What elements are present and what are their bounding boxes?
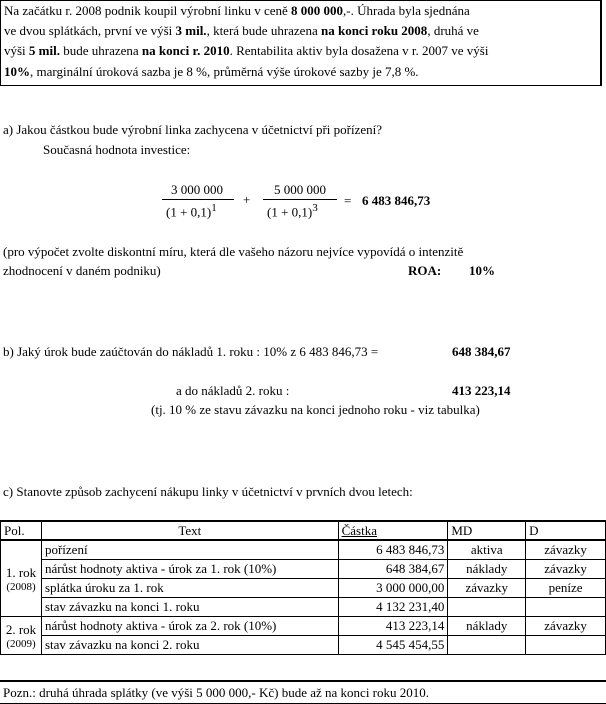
row-text: pořízení xyxy=(41,540,338,560)
footnote-text: Pozn.: druhá úhrada splátky (ve výši 5 000 000,- Kč) bude až na konci roku 2010. xyxy=(3,685,430,700)
plus-sign: + xyxy=(243,192,251,207)
row-amount: 3 000 000,00 xyxy=(338,579,448,598)
row-d xyxy=(526,636,606,655)
table-row xyxy=(1,636,606,655)
table-row xyxy=(1,540,606,560)
discount-note-line-1: (pro výpočet zvolte diskontní míru, která dle vašeho názoru nejvíce vypovídá o intenzitě xyxy=(3,244,464,259)
row-d: závazky xyxy=(526,540,606,560)
intro-line-1: Na začátku r. 2008 podnik koupil výrobní linku v ceně 8 000 000,-. Úhrada byla sjednána xyxy=(4,3,470,18)
table-row xyxy=(1,598,606,617)
fraction-1-denominator: $(1 + 0,1)^1$ xyxy=(166,202,217,220)
row-md: aktiva xyxy=(448,540,526,560)
row-amount: 4 132 231,40 xyxy=(338,598,448,617)
question-a-text: a) Jakou částkou bude výrobní linka zachycena v účetnictví při pořízení? xyxy=(3,122,383,137)
question-b-text: b) Jaký úrok bude zaúčtován do nákladů 1. roku : 10% z 6 483 846,73 = xyxy=(3,344,379,359)
footnote-box xyxy=(0,680,606,704)
interest-year-2: 413 223,14 xyxy=(452,383,511,398)
question-b-text-2: a do nákladů 2. roku : xyxy=(176,383,290,398)
row-text: nárůst hodnoty aktiva - úrok za 1. rok (10%) xyxy=(41,560,338,579)
table-row xyxy=(1,617,606,636)
row-d: závazky xyxy=(526,617,606,636)
row-amount: 4 545 454,55 xyxy=(338,636,448,655)
discount-note-line-2: zhodnocení v daném podniku) xyxy=(3,263,161,278)
question-c-text: c) Stanovte způsob zachycení nákupu linky v účetnictví v prvních dvou letech: xyxy=(3,484,413,499)
fraction-1-line xyxy=(162,199,234,200)
row-md: závazky xyxy=(448,579,526,598)
row-md xyxy=(448,598,526,617)
row-text: stav závazku na konci 2. roku xyxy=(41,636,338,655)
question-b-note: (tj. 10 % ze stavu závazku na konci jednoho roku - viz tabulka) xyxy=(151,402,480,417)
header-d: D xyxy=(526,521,606,540)
row-md: náklady xyxy=(448,617,526,636)
row-md: náklady xyxy=(448,560,526,579)
table-row xyxy=(1,560,606,579)
fraction-2-line xyxy=(263,199,337,200)
header-text: Text xyxy=(41,521,338,540)
fraction-2-numerator: 5 000 000 xyxy=(274,182,326,197)
header-md: MD xyxy=(448,521,526,540)
table-row xyxy=(1,579,606,598)
intro-line-2: ve dvou splátkách, první ve výši 3 mil., která bude uhrazena na konci roku 2008, druhá ve xyxy=(4,23,479,38)
present-value-result: 6 483 846,73 xyxy=(362,193,431,208)
header-amount: Částka xyxy=(338,521,448,540)
year-2-cell: 2. rok (2009) xyxy=(1,617,42,655)
intro-line-4: 10%, marginální úroková sazba je 8 %, průměrná výše úrokové sazby je 7,8 %. xyxy=(4,64,419,79)
interest-year-1: 648 384,67 xyxy=(452,344,511,359)
row-d: peníze xyxy=(526,579,606,598)
row-d: závazky xyxy=(526,560,606,579)
fraction-2-denominator: $(1 + 0,1)^3$ xyxy=(267,202,318,220)
header-pol: Pol. xyxy=(1,521,42,540)
equals-sign: = xyxy=(344,193,352,208)
intro-line-3: výši 5 mil. bude uhrazena na konci r. 2010. Rentabilita aktiv byla dosažena v r. 2007 ve výši xyxy=(4,43,489,58)
intro-box xyxy=(0,0,602,86)
row-md xyxy=(448,636,526,655)
accounting-table xyxy=(0,520,606,655)
row-text: stav závazku na konci 1. roku xyxy=(41,598,338,617)
row-text: splátka úroku za 1. rok xyxy=(41,579,338,598)
roa-value: 10% xyxy=(469,263,495,278)
row-amount: 648 384,67 xyxy=(338,560,448,579)
fraction-1-numerator: 3 000 000 xyxy=(171,182,223,197)
roa-label: ROA: xyxy=(408,263,442,278)
row-amount: 6 483 846,73 xyxy=(338,540,448,560)
year-1-cell: 1. rok (2008) xyxy=(1,540,42,617)
row-d xyxy=(526,598,606,617)
present-value-subtitle: Současná hodnota investice: xyxy=(43,142,191,157)
table-header-row xyxy=(1,521,606,540)
row-text: nárůst hodnoty aktiva - úrok za 2. rok (10%) xyxy=(41,617,338,636)
row-amount: 413 223,14 xyxy=(338,617,448,636)
